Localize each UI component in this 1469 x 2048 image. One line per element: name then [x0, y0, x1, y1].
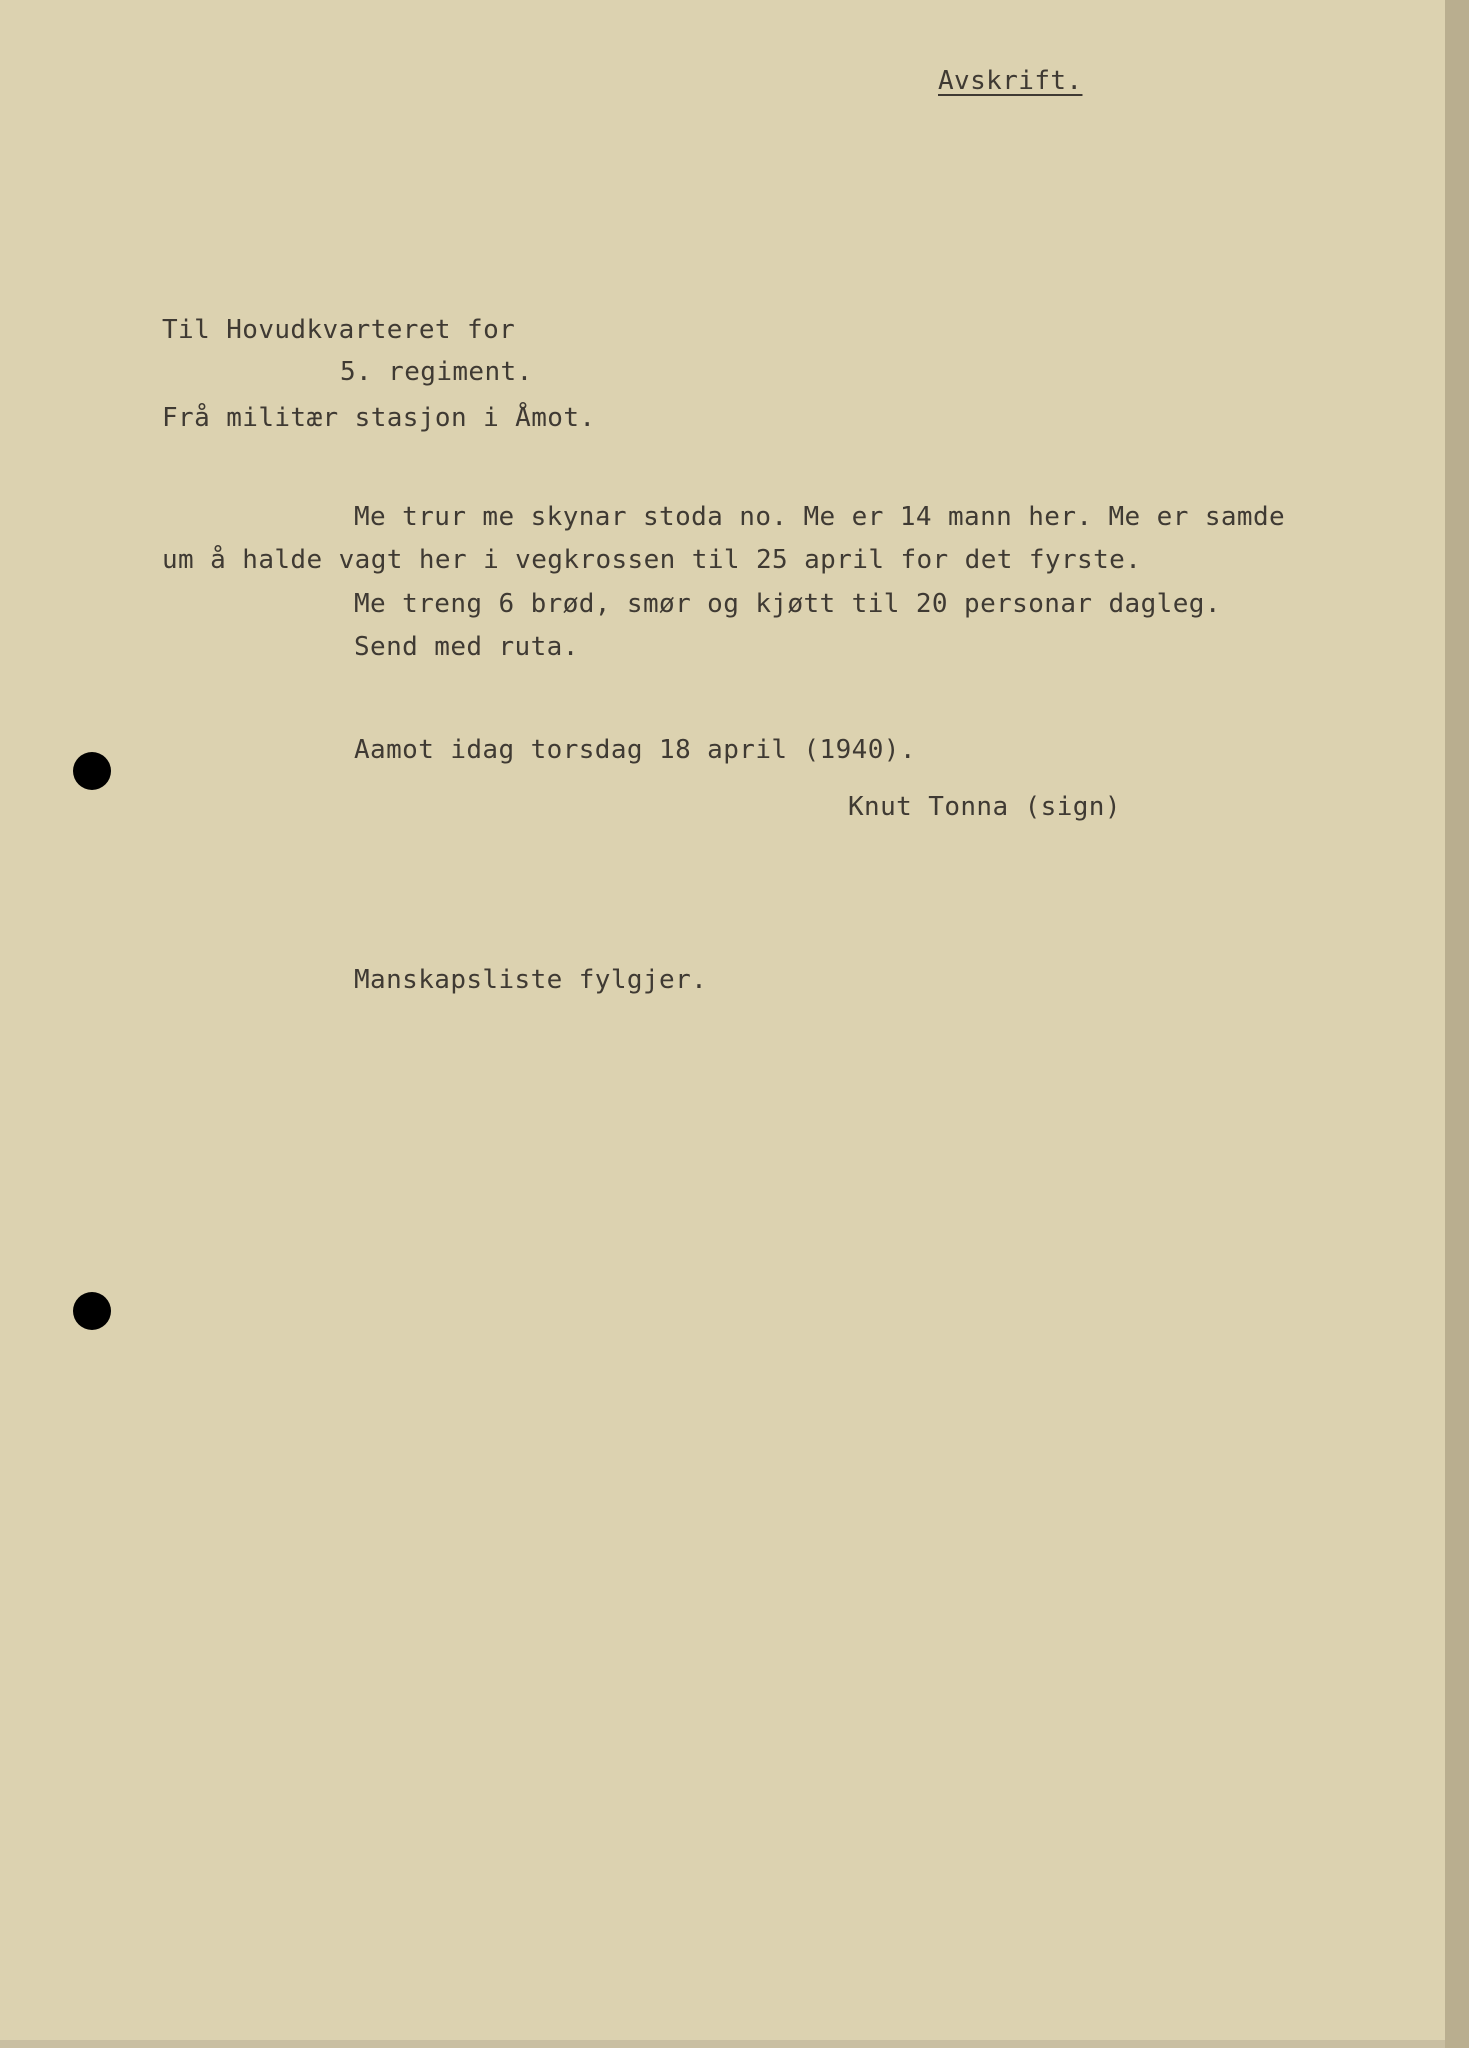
address-line-3: Frå militær stasjon i Åmot. — [162, 403, 596, 433]
page-edge — [1445, 0, 1469, 2048]
signature: Knut Tonna (sign) — [848, 792, 1121, 822]
body-line-2: um å halde vagt her i vegkrossen til 25 april for det fyrste. — [162, 545, 1142, 575]
punch-hole-top — [73, 752, 111, 790]
address-line-1: Til Hovudkvarteret for — [162, 315, 516, 345]
document-heading: Avskrift. — [938, 66, 1083, 96]
punch-hole-bottom — [73, 1292, 111, 1330]
dateline: Aamot idag torsdag 18 april (1940). — [354, 735, 916, 765]
address-line-2: 5. regiment. — [340, 357, 533, 387]
body-line-3: Me treng 6 brød, smør og kjøtt til 20 personar dagleg. — [354, 589, 1221, 619]
body-line-1: Me trur me skynar stoda no. Me er 14 mann her. Me er samde — [354, 502, 1286, 532]
body-line-4: Send med ruta. — [354, 632, 579, 662]
enclosure-note: Manskapsliste fylgjer. — [354, 965, 708, 995]
